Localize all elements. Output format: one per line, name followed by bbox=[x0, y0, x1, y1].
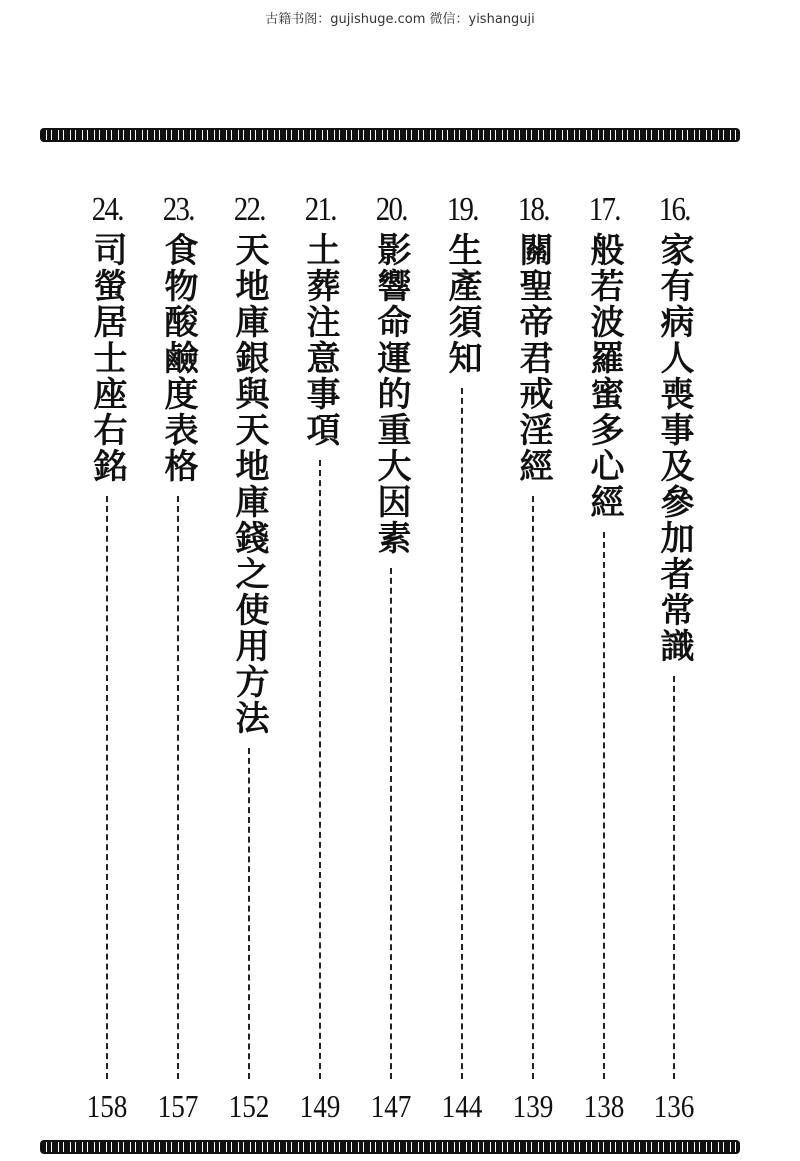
bottom-decorative-border bbox=[40, 1140, 740, 1154]
dotted-leader bbox=[532, 496, 534, 1079]
dotted-leader bbox=[390, 568, 392, 1079]
entry-title: 般若波羅蜜多心經 bbox=[584, 232, 624, 520]
toc-entry-18[interactable] bbox=[507, 190, 559, 1125]
entry-page-number: 157 bbox=[157, 1088, 199, 1124]
watermark-text: 古籍书阁：gujishuge.com 微信：yishanguji bbox=[265, 12, 535, 27]
dotted-leader bbox=[319, 460, 321, 1079]
entry-number: 20. bbox=[375, 191, 407, 228]
dotted-leader bbox=[248, 748, 250, 1079]
entry-page-number: 152 bbox=[228, 1088, 270, 1124]
entry-number: 24. bbox=[91, 191, 123, 228]
entry-number: 18. bbox=[517, 191, 549, 228]
toc-entry-23[interactable] bbox=[152, 190, 204, 1125]
entry-title: 關聖帝君戒淫經 bbox=[513, 232, 553, 484]
entry-title: 土葬注意事項 bbox=[300, 232, 340, 448]
entry-title: 天地庫銀與天地庫錢之使用方法 bbox=[229, 232, 269, 736]
toc-entry-16[interactable] bbox=[648, 190, 700, 1125]
dotted-leader bbox=[106, 496, 108, 1079]
dotted-leader bbox=[673, 676, 675, 1079]
entry-title: 食物酸鹼度表格 bbox=[158, 232, 198, 484]
entry-title: 家有病人喪事及參加者常識 bbox=[654, 232, 694, 664]
entry-page-number: 138 bbox=[583, 1088, 625, 1124]
toc-entry-19[interactable] bbox=[436, 190, 488, 1125]
entry-number: 16. bbox=[658, 191, 690, 228]
entry-title: 司螢居士座右銘 bbox=[87, 232, 127, 484]
dotted-leader bbox=[461, 388, 463, 1079]
toc-entry-22[interactable] bbox=[223, 190, 275, 1125]
dotted-leader bbox=[603, 532, 605, 1079]
entry-page-number: 139 bbox=[512, 1088, 554, 1124]
dotted-leader bbox=[177, 496, 179, 1079]
entry-number: 23. bbox=[162, 191, 194, 228]
entry-title: 生產須知 bbox=[442, 232, 482, 376]
entry-title: 影響命運的重大因素 bbox=[371, 232, 411, 556]
entry-page-number: 147 bbox=[370, 1088, 412, 1124]
toc-entry-21[interactable] bbox=[294, 190, 346, 1125]
entry-page-number: 136 bbox=[653, 1088, 695, 1124]
entry-page-number: 149 bbox=[299, 1088, 341, 1124]
entry-number: 22. bbox=[233, 191, 265, 228]
entry-number: 19. bbox=[446, 191, 478, 228]
toc-entry-24[interactable] bbox=[81, 190, 133, 1125]
entry-number: 17. bbox=[588, 191, 620, 228]
toc-entry-20[interactable] bbox=[365, 190, 417, 1125]
entry-page-number: 158 bbox=[86, 1088, 128, 1124]
toc-entry-17[interactable] bbox=[578, 190, 630, 1125]
entry-number: 21. bbox=[304, 191, 336, 228]
entry-page-number: 144 bbox=[441, 1088, 483, 1124]
